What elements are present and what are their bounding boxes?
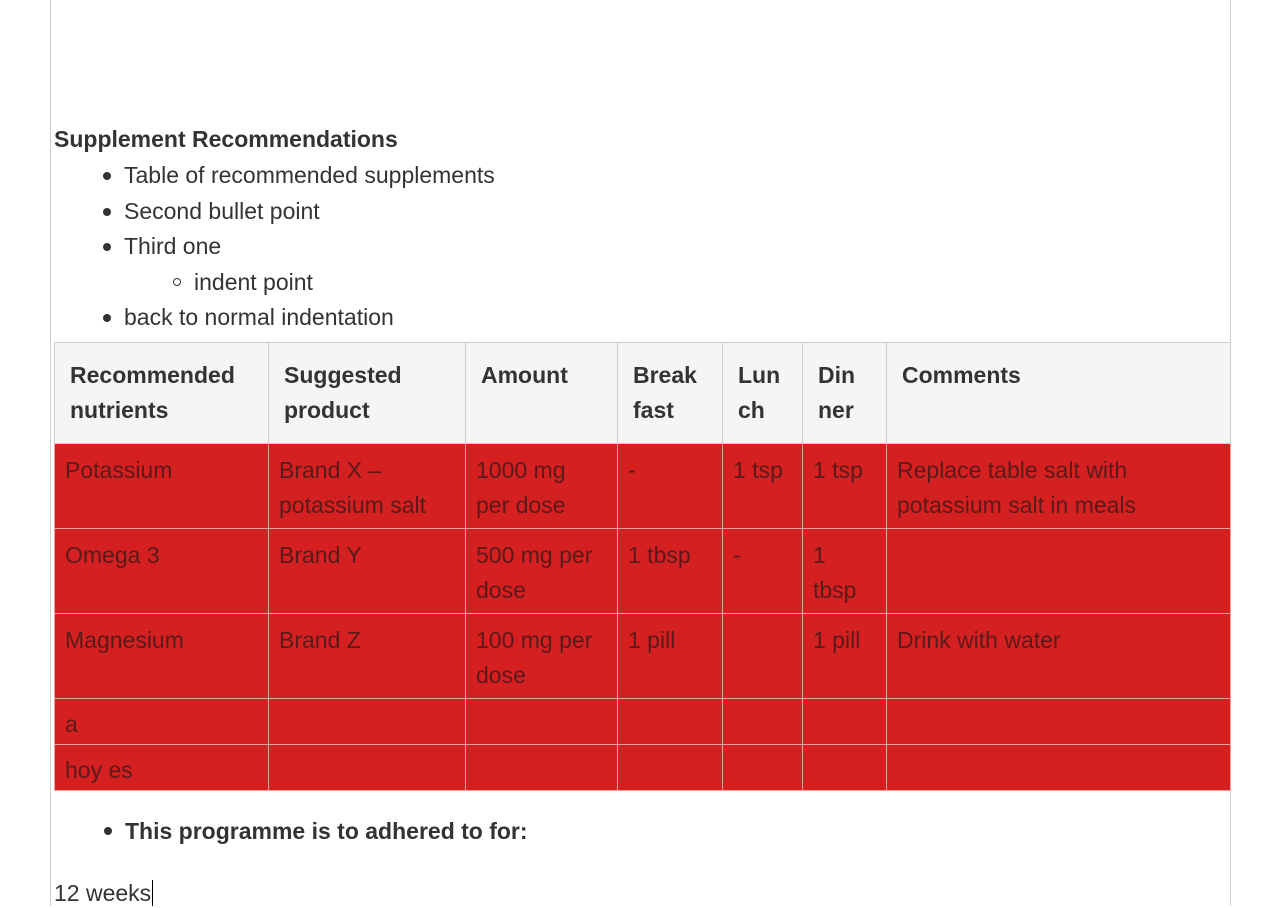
bullet-dot-icon — [104, 827, 112, 835]
table-row — [55, 528, 1231, 613]
document-content[interactable] — [54, 124, 1230, 908]
cell-text: ner — [818, 396, 854, 423]
bullet-dot-icon — [103, 208, 111, 216]
cell-text: 1 — [813, 541, 826, 568]
cell-text: Omega 3 — [65, 541, 160, 568]
table-cell[interactable] — [887, 613, 1231, 698]
table-row — [55, 698, 1231, 744]
table-cell[interactable] — [803, 613, 887, 698]
table-cell[interactable] — [887, 528, 1231, 613]
cell-text: 1 pill — [628, 626, 676, 653]
supplements-table — [54, 342, 1231, 791]
cell-text: Potassium — [65, 456, 173, 483]
cell-text: hoy es — [65, 756, 133, 783]
table-header-cell[interactable] — [723, 342, 803, 443]
list-item — [124, 158, 1230, 194]
table-row — [55, 613, 1231, 698]
list-item — [124, 194, 1230, 230]
bullet-dot-icon — [103, 243, 111, 251]
cell-text: dose — [476, 661, 526, 688]
table-cell[interactable] — [723, 744, 803, 790]
cell-text: ch — [738, 396, 765, 423]
cell-text: Comments — [902, 361, 1021, 388]
table-cell[interactable] — [803, 528, 887, 613]
cell-text: a — [65, 710, 78, 737]
table-cell[interactable] — [887, 443, 1231, 528]
table-cell[interactable] — [618, 744, 723, 790]
table-cell[interactable] — [55, 443, 269, 528]
table-cell[interactable] — [723, 698, 803, 744]
table-cell[interactable] — [723, 613, 803, 698]
section-title: Supplement Recommendations — [54, 126, 398, 152]
cell-text: Drink with water — [897, 626, 1061, 653]
table-cell[interactable] — [269, 744, 466, 790]
cell-text: Magnesium — [65, 626, 184, 653]
cell-text: Lun — [738, 361, 781, 388]
table-cell[interactable] — [466, 613, 618, 698]
text-cursor — [152, 880, 153, 906]
table-cell[interactable] — [803, 698, 887, 744]
table-cell[interactable] — [269, 698, 466, 744]
list-item — [125, 816, 1230, 846]
cell-text: 1 tsp — [813, 456, 863, 483]
bullet-circle-icon — [173, 278, 181, 286]
table-header-cell[interactable] — [887, 342, 1231, 443]
cell-text: 1000 mg — [476, 456, 566, 483]
table-cell[interactable] — [803, 443, 887, 528]
table-cell[interactable] — [466, 698, 618, 744]
cell-text: dose — [476, 576, 526, 603]
table-header-cell[interactable] — [269, 342, 466, 443]
sub-bullet-list — [124, 265, 1230, 301]
table-row — [55, 744, 1231, 790]
cell-text: Din — [818, 361, 856, 388]
cell-text: per dose — [476, 491, 566, 518]
cell-text: 1 tsp — [733, 456, 783, 483]
cell-text: Suggested — [284, 361, 402, 388]
cell-text: Brand Z — [279, 626, 361, 653]
table-cell[interactable] — [466, 744, 618, 790]
footer-bullet-text: This programme is to adhered to for: — [125, 817, 528, 844]
cell-text: nutrients — [70, 396, 169, 423]
table-cell[interactable] — [55, 744, 269, 790]
cell-text: Brand Y — [279, 541, 362, 568]
cell-text: potassium salt — [279, 491, 427, 518]
table-cell[interactable] — [55, 528, 269, 613]
table-cell[interactable] — [269, 443, 466, 528]
cell-text: product — [284, 396, 370, 423]
table-cell[interactable] — [618, 698, 723, 744]
table-header-cell[interactable] — [466, 342, 618, 443]
bullet-text: back to normal indentation — [124, 304, 394, 330]
table-cell[interactable] — [618, 528, 723, 613]
table-body — [55, 443, 1231, 790]
table-row — [55, 443, 1231, 528]
bullet-text: Third one — [124, 233, 222, 259]
table-cell[interactable] — [887, 698, 1231, 744]
bullet-text: Table of recommended supplements — [124, 162, 495, 188]
cell-text: - — [733, 541, 741, 568]
table-cell[interactable] — [618, 613, 723, 698]
cell-text: Break — [633, 361, 697, 388]
table-cell[interactable] — [723, 443, 803, 528]
table-cell[interactable] — [269, 528, 466, 613]
bullet-dot-icon — [103, 172, 111, 180]
table-cell[interactable] — [466, 528, 618, 613]
document-page[interactable] — [50, 0, 1231, 906]
cell-text: 1 pill — [813, 626, 861, 653]
list-item — [124, 229, 1230, 300]
cell-text: 100 mg per — [476, 626, 593, 653]
cell-text: Amount — [481, 361, 568, 388]
cell-text: Replace table salt with — [897, 456, 1128, 483]
table-cell[interactable] — [618, 443, 723, 528]
bullet-dot-icon — [103, 314, 111, 322]
table-header-cell[interactable] — [803, 342, 887, 443]
cell-text: tbsp — [813, 576, 857, 603]
footer-bullet-list — [54, 816, 1230, 846]
cell-text: - — [628, 456, 636, 483]
sub-list-item — [194, 265, 1230, 301]
duration-text[interactable] — [54, 878, 1230, 908]
table-cell[interactable] — [55, 698, 269, 744]
cell-text: 1 tbsp — [628, 541, 691, 568]
list-item — [124, 300, 1230, 336]
cell-text: 500 mg per — [476, 541, 593, 568]
table-header-row — [55, 342, 1231, 443]
cell-text: Recommended — [70, 361, 235, 388]
table-cell[interactable] — [269, 613, 466, 698]
table-cell[interactable] — [723, 528, 803, 613]
table-cell[interactable] — [803, 744, 887, 790]
cell-text: fast — [633, 396, 674, 423]
duration-value: 12 weeks — [54, 879, 152, 906]
bullet-list — [54, 158, 1230, 336]
table-cell[interactable] — [466, 443, 618, 528]
table-cell[interactable] — [55, 613, 269, 698]
sub-bullet-text: indent point — [194, 268, 313, 295]
bullet-text: Second bullet point — [124, 197, 320, 224]
cell-text: Brand X – — [279, 456, 382, 483]
table-cell[interactable] — [887, 744, 1231, 790]
table-header-cell[interactable] — [55, 342, 269, 443]
table-header-cell[interactable] — [618, 342, 723, 443]
cell-text: potassium salt in meals — [897, 491, 1137, 518]
